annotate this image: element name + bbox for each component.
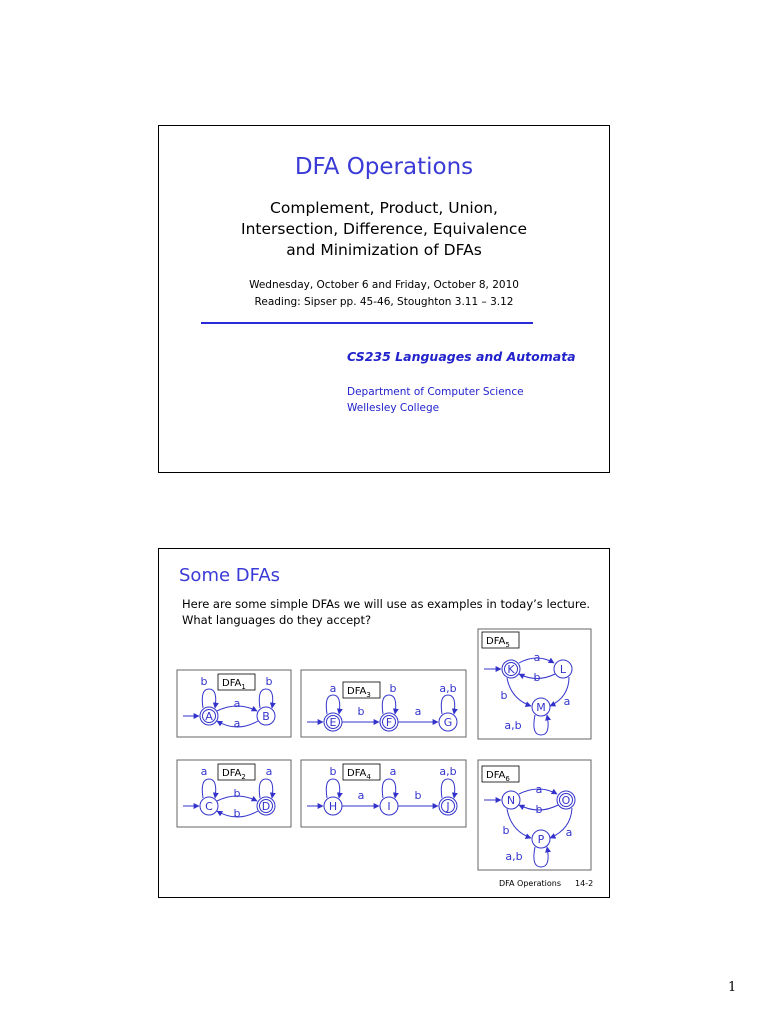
dfa2-label: $DFA_2$ bbox=[222, 768, 246, 781]
state-p: P bbox=[537, 833, 545, 846]
state-m: M bbox=[536, 701, 546, 714]
dfa4-ij-label: b bbox=[414, 789, 422, 802]
slide-title: Some DFAs bbox=[179, 565, 281, 586]
intro-line-1: Here are some simple DFAs we will use as examples in today’s lecture. bbox=[182, 597, 591, 611]
state-c: C bbox=[205, 800, 213, 813]
state-b: B bbox=[262, 710, 270, 723]
subtitle-line-2: Intersection, Difference, Equivalence bbox=[241, 220, 527, 238]
department-block bbox=[347, 384, 524, 416]
state-f: F bbox=[385, 716, 393, 729]
dfa2-cd-label: b bbox=[233, 787, 241, 800]
dfa4-hi-label: a bbox=[357, 789, 365, 802]
date-block bbox=[159, 277, 609, 311]
dfa1-loop-b-label: b bbox=[265, 675, 273, 688]
dfa3-label: $DFA_3$ bbox=[347, 686, 371, 699]
dfa3-loop-f-label: b bbox=[389, 682, 397, 695]
dfa6-on-label: b bbox=[535, 803, 543, 816]
state-j: J bbox=[446, 800, 450, 813]
department: Department of Computer Science bbox=[347, 386, 524, 398]
dfa6-op-label: a bbox=[565, 826, 573, 839]
slide-subtitle bbox=[159, 198, 609, 261]
intro-line-2: What languages do they accept? bbox=[182, 613, 372, 627]
state-n: N bbox=[506, 794, 516, 807]
dfa3-fg-label: a bbox=[414, 705, 422, 718]
subtitle-line-3: and Minimization of DFAs bbox=[286, 241, 482, 259]
dfa6-loop-p-label: a,b bbox=[505, 850, 523, 863]
dfa-diagrams bbox=[159, 549, 611, 899]
dfa5-label: $DFA_5$ bbox=[486, 636, 510, 649]
dfa4-loop-j-label: a,b bbox=[439, 765, 457, 778]
state-k: K bbox=[507, 663, 515, 676]
subtitle-line-1: Complement, Product, Union, bbox=[270, 199, 498, 217]
slide-footer bbox=[499, 879, 593, 888]
state-a: A bbox=[205, 710, 213, 723]
dfa5-lk-label: b bbox=[533, 671, 541, 684]
dfa2-loop-d-label: a bbox=[265, 765, 273, 778]
state-i: I bbox=[387, 800, 391, 813]
divider-rule bbox=[201, 322, 533, 324]
slide-title: DFA Operations bbox=[294, 154, 474, 180]
state-h: H bbox=[328, 800, 338, 813]
reading-line: Reading: Sipser pp. 45-46, Stoughton 3.11 – 3.12 bbox=[254, 296, 514, 308]
state-d: D bbox=[261, 800, 271, 813]
dfa5-kl-label: a bbox=[533, 651, 541, 664]
state-l: L bbox=[559, 663, 567, 676]
state-o: O bbox=[561, 794, 571, 807]
dfa5-loop-m-label: a,b bbox=[504, 719, 522, 732]
dfa1-label: $DFA_1$ bbox=[222, 678, 246, 691]
college: Wellesley College bbox=[347, 402, 440, 414]
dfa5-lm-label: a bbox=[563, 695, 571, 708]
dfa4-label: $DFA_4$ bbox=[347, 768, 371, 781]
footer-title: DFA Operations bbox=[499, 879, 562, 888]
dfa6-label: $DFA_6$ bbox=[486, 770, 510, 783]
dfa3-loop-g-label: a,b bbox=[439, 682, 457, 695]
dfa6-np-label: b bbox=[502, 824, 510, 837]
dfa3-ef-label: b bbox=[357, 705, 365, 718]
state-e: E bbox=[329, 716, 337, 729]
dfa2-loop-c-label: a bbox=[200, 765, 208, 778]
dfa1-loop-a-label: b bbox=[200, 675, 208, 688]
dfa4-loop-i-label: a bbox=[389, 765, 397, 778]
state-g: G bbox=[443, 716, 453, 729]
dfa5-km-label: b bbox=[500, 689, 508, 702]
dfa6-no-label: a bbox=[535, 783, 543, 796]
title-slide bbox=[158, 125, 610, 473]
dfa-examples-slide bbox=[158, 548, 610, 898]
dfa4-loop-h-label: b bbox=[329, 765, 337, 778]
page-number: 1 bbox=[728, 980, 737, 995]
dfa3-loop-e-label: a bbox=[329, 682, 337, 695]
dfa1-ab-label: a bbox=[233, 697, 241, 710]
date-line: Wednesday, October 6 and Friday, October 8, 2010 bbox=[249, 279, 519, 291]
footer-page: 14-2 bbox=[575, 879, 594, 888]
dfa1-ba-label: a bbox=[233, 717, 241, 730]
course-name: CS235 Languages and Automata bbox=[347, 349, 576, 364]
dfa2-dc-label: b bbox=[233, 807, 241, 820]
